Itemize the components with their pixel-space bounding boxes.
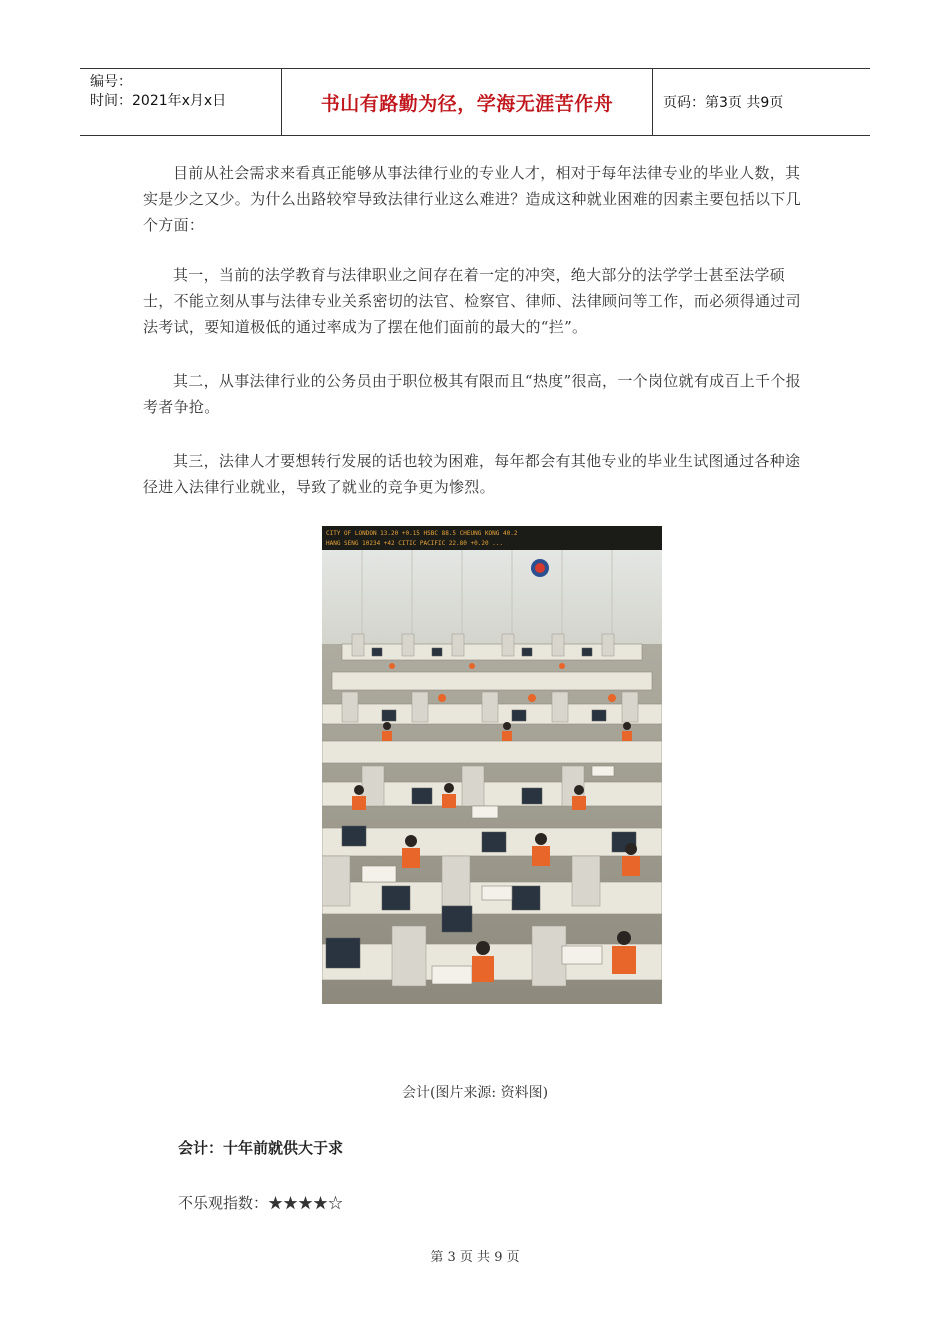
- rating-label: 不乐观指数：: [178, 1194, 269, 1212]
- trading-floor-illustration: [322, 526, 662, 1004]
- time-label: 时间：2021年x月x日: [90, 93, 227, 109]
- pessimism-rating: [178, 1192, 343, 1213]
- page-footer: 第 3 页 共 9 页: [430, 1250, 520, 1265]
- rating-stars: ★★★★☆: [268, 1194, 344, 1212]
- number-label: 编号：: [90, 74, 132, 90]
- paragraph-intro: 目前从社会需求来看真正能够从事法律行业的专业人才，相对于每年法律专业的毕业人数，其实是少之又少。为什么出路较窄导致法律行业这么难进？造成这种就业困难的因素主要包括以下几个方面：: [143, 164, 801, 234]
- header-meta: [80, 69, 281, 135]
- paragraph-reason-1: 其一，当前的法学教育与法律职业之间存在着一定的冲突，绝大部分的法学学士甚至法学硕士，不能立刻从事与法律专业关系密切的法官、检察官、律师、法律顾问等工作，而必须得通过司法考试，要知道极低的通过率成为了摆在他们面前的最大的“拦”。: [143, 266, 801, 336]
- photo-caption: 会计(图片来源: 资料图): [401, 1085, 549, 1101]
- paragraph-reason-3: 其三，法律人才要想转行发展的话也较为困难，每年都会有其他专业的毕业生试图通过各种途径进入法律行业就业，导致了就业的竞争更为惨烈。: [143, 452, 801, 496]
- trading-floor-photo: [322, 526, 662, 1004]
- header-page-number: 页码：第3页 共9页: [663, 95, 784, 111]
- section-heading: 会计：十年前就供大于求: [178, 1139, 344, 1157]
- svg-text:HANG SENG 10234 +42 CITIC PACI: HANG SENG 10234 +42 CITIC PACIFIC 22.80 +0.20 ...: [326, 540, 504, 547]
- svg-text:CITY OF LONDON 13.20 +0.15 HSB: CITY OF LONDON 13.20 +0.15 HSBC 88.5 CHEUNG KONG 40.2: [326, 530, 518, 537]
- header-motto: 书山有路勤为径，学海无涯苦作舟: [281, 69, 653, 135]
- paragraph-reason-2: 其二，从事法律行业的公务员由于职位极其有限而且“热度”很高，一个岗位就有成百上千个报考者争抢。: [143, 372, 801, 416]
- page-header: [80, 68, 870, 136]
